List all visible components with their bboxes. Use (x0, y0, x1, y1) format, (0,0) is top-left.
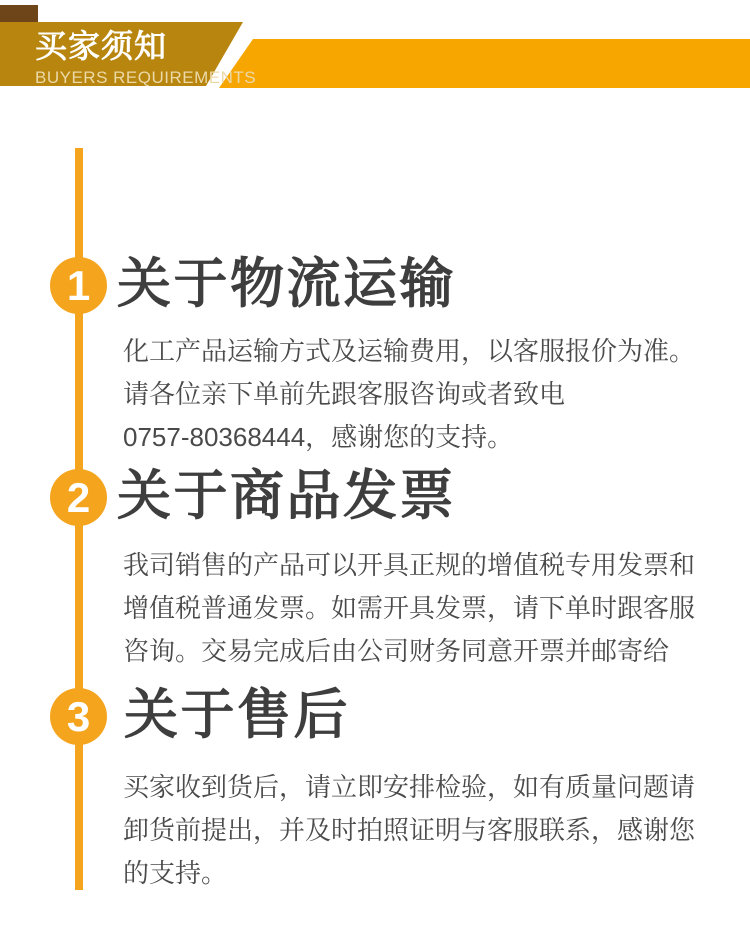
body-line: 0757-80368444，感谢您的支持。 (123, 422, 514, 452)
section-body-aftersales (123, 766, 708, 895)
section-number-badge-1 (50, 257, 107, 314)
body-line: 买家收到货后，请立即安排检验，如有质量问题请 (123, 772, 696, 802)
section-heading-aftersales: 关于售后 (124, 685, 350, 745)
banner-text-block (35, 29, 256, 86)
header-banner (0, 0, 750, 95)
body-line: 请各位亲下单前先跟客服咨询或者致电 (123, 379, 566, 409)
body-line: 增值税普通发票。如需开具发票，请下单时跟客服 (123, 593, 696, 623)
badge-number: 3 (66, 693, 91, 740)
banner-subtitle: BUYERS REQUIREMENTS (35, 68, 257, 87)
ribbon-fold (0, 5, 38, 23)
section-body-invoice (123, 544, 708, 673)
section-heading-invoice: 关于商品发票 (117, 466, 456, 526)
banner-title: 买家须知 (35, 28, 168, 64)
section-body-logistics (123, 330, 708, 459)
section-number-badge-3 (50, 688, 107, 745)
section-heading-logistics: 关于物流运输 (117, 254, 456, 314)
section-number-badge-2 (50, 469, 107, 526)
body-line: 的支持。 (123, 858, 228, 888)
body-line: 卸货前提出，并及时拍照证明与客服联系，感谢您 (123, 815, 696, 845)
badge-number: 2 (66, 474, 91, 521)
body-line: 我司销售的产品可以开具正规的增值税专用发票和 (123, 550, 696, 580)
body-line: 咨询。交易完成后由公司财务同意开票并邮寄给 (123, 636, 670, 666)
badge-number: 1 (66, 262, 91, 309)
body-line: 化工产品运输方式及运输费用，以客服报价为准。 (123, 336, 696, 366)
